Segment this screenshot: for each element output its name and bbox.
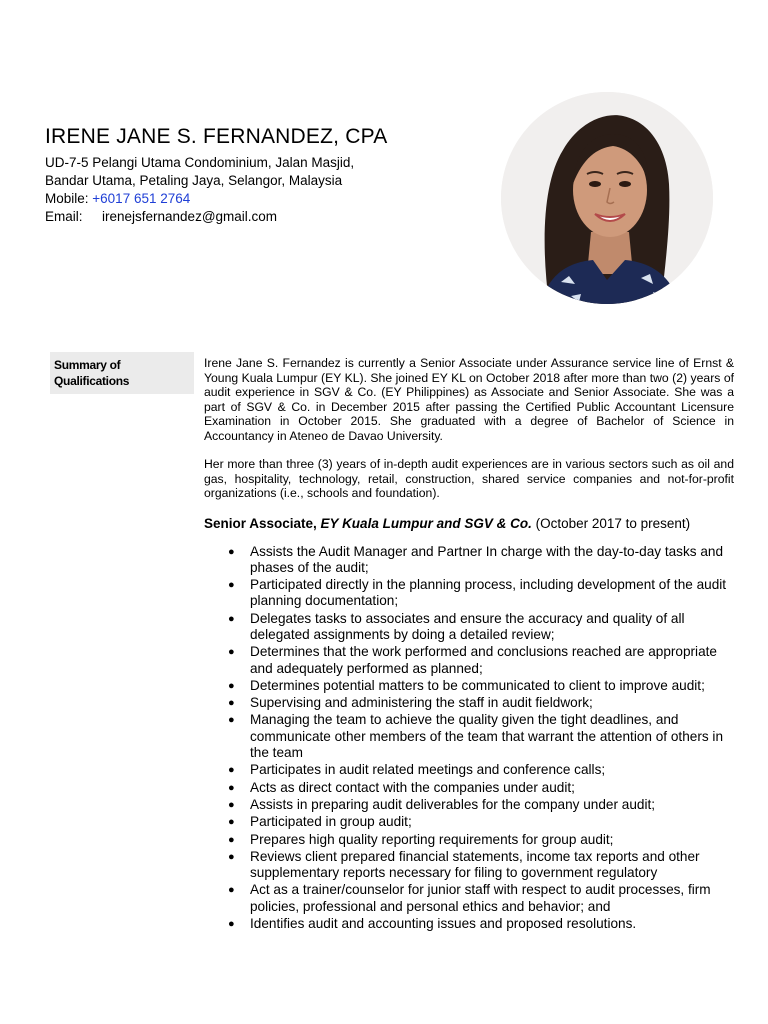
duty-item [204,797,734,813]
duty-text: Prepares high quality reporting requirements for group audit; [250,831,614,847]
bullet-icon: ● [228,697,235,710]
bullet-icon: ● [228,850,235,863]
email-label: Email: [45,209,83,224]
duty-text: Determines that the work performed and conclusions reached are appropriate and adequately performed as planned; [250,644,717,676]
email-address[interactable]: irenejsfernandez@gmail.com [102,209,278,224]
duty-text: Reviews client prepared financial statements, income tax reports and other supplementary reports necessary for filing to government regulatory [250,848,700,881]
bullet-icon: ● [228,764,235,777]
job-title: Senior Associate, [204,515,321,531]
bullet-icon: ● [228,918,235,931]
duty-text: Managing the team to achieve the quality given the tight deadlines, and communicate other members of the team that warrant the attention of others in the team [250,712,724,761]
duty-text: Acts as direct contact with the companies under audit; [250,779,575,795]
duty-item [204,678,734,694]
bullet-icon: ● [228,833,235,846]
duty-text: Delegates tasks to associates and ensure the accuracy and quality of all delegated assignments by doing a detailed review; [250,610,685,642]
duty-item [204,712,734,761]
bullet-icon: ● [228,714,235,727]
duty-item [204,849,734,882]
portrait-illustration [501,92,713,304]
bullet-icon: ● [228,679,235,692]
duty-text: Act as a trainer/counselor for junior staff with respect to audit processes, firm policies, professional and personal ethics and behavior; and [250,882,711,914]
summary-paragraph-1: Irene Jane S. Fernandez is currently a Senior Associate under Assurance service line of Ernst & Young Kuala Lumpur (EY KL). She joined EY KL on October 2018 after more than two (2) years of audit experience in SGV & Co. (EY Philippines) as Associate and Senior Associate. She was a part of SGV & Co. in December 2015 after passing the Certified Public Accountant Licensure Examination in October 2015. She graduated with a degree of Bachelor of Science in Accountancy in Ateneo de Davao University. [204,356,734,443]
profile-photo [501,92,713,304]
summary-content [204,356,734,933]
bullet-icon: ● [228,646,235,659]
summary-label: Summary of Qualifications [54,358,130,388]
duty-item [204,916,734,932]
job-company: EY Kuala Lumpur and SGV & Co. [320,515,532,531]
bullet-icon: ● [228,816,235,829]
duty-text: Supervising and administering the staff in audit fieldwork; [250,695,593,711]
bullet-icon: ● [228,884,235,897]
mobile-line [45,190,465,208]
job-period: (October 2017 to present) [531,515,691,531]
mobile-number-link[interactable]: +6017 651 2764 [92,191,191,206]
duty-item [204,544,734,577]
duty-text: Assists in preparing audit deliverables for the company under audit; [250,796,656,812]
bullet-icon: ● [228,798,235,811]
summary-label-box [50,352,194,394]
duty-item [204,695,734,711]
duty-text: Participated in group audit; [250,814,412,830]
duties-list [204,544,734,933]
duty-text: Participates in audit related meetings and conference calls; [250,762,606,778]
duty-item [204,644,734,677]
duty-item [204,814,734,830]
contact-header [45,124,465,226]
duty-item [204,762,734,778]
duty-item [204,611,734,644]
bullet-icon: ● [228,545,235,558]
address-line-2: Bandar Utama, Petaling Jaya, Selangor, Malaysia [45,173,343,188]
duty-text: Participated directly in the planning process, including development of the audit planning documentation; [250,577,727,609]
duty-item [204,832,734,848]
duty-item [204,882,734,915]
summary-paragraph-2: Her more than three (3) years of in-depth audit experiences are in various sectors such as oil and gas, hospitality, technology, retail, construction, shared service companies and not-for-profit organizations (i.e., schools and foundation). [204,457,734,500]
address-line-1: UD-7-5 Pelangi Utama Condominium, Jalan Masjid, [45,155,355,170]
bullet-icon: ● [228,781,235,794]
job-heading [204,515,734,532]
bullet-icon: ● [228,579,235,592]
mobile-label: Mobile: [45,191,93,206]
applicant-name: IRENE JANE S. FERNANDEZ, CPA [45,125,388,148]
duty-text: Determines potential matters to be communicated to client to improve audit; [250,677,705,693]
duty-text: Assists the Audit Manager and Partner In charge with the day-to-day tasks and phases of the audit; [250,543,724,575]
duty-item [204,780,734,796]
duty-text: Identifies audit and accounting issues and proposed resolutions. [250,916,637,932]
email-line [45,208,465,226]
bullet-icon: ● [228,612,235,625]
duty-item [204,577,734,610]
